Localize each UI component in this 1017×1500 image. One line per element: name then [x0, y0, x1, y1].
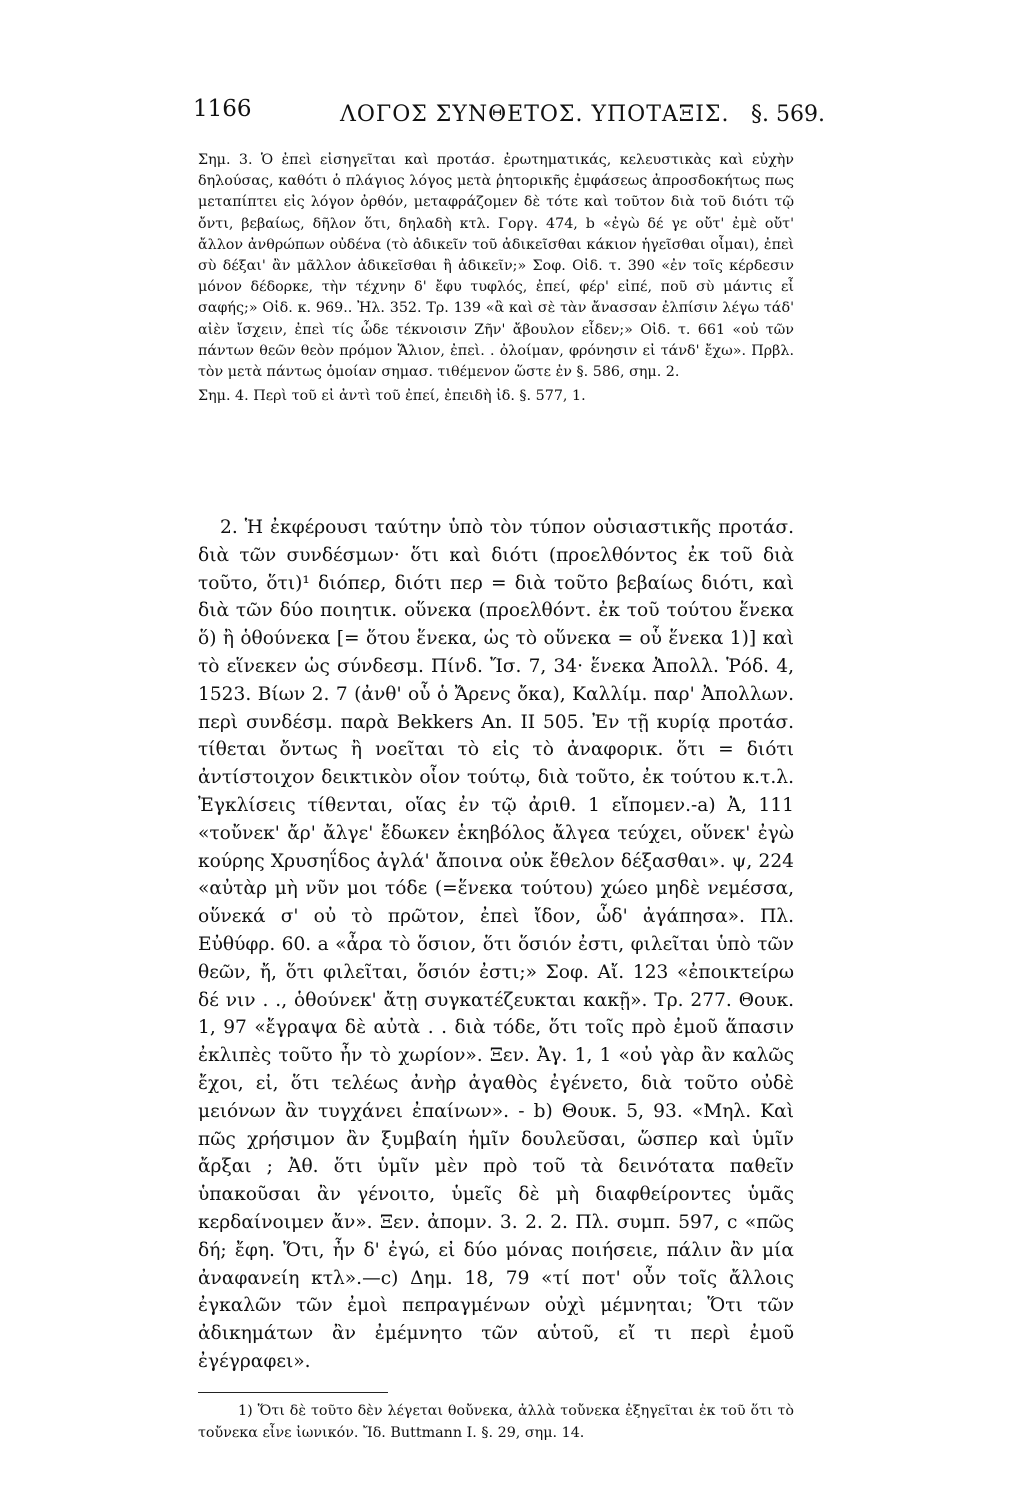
page-number: 1166: [193, 96, 252, 122]
main-text: [198, 514, 794, 1376]
note-4: Σημ. 4. Περὶ τοῦ εἰ ἀντὶ τοῦ ἐπεί, ἐπειδὴ ἰδ. §. 577, 1.: [198, 388, 586, 405]
footnote-divider: [198, 1392, 388, 1393]
running-title: ΛΟΓΟΣ ΣΥΝΘΕΤΟΣ. ΥΠΟΤΑΞΙΣ.: [340, 102, 730, 127]
footnote: 1) Ὅτι δὲ τοῦτο δὲν λέγεται θοὔνεκα, ἀλλὰ τοὔνεκα ἐξηγεῖται ἐκ τοῦ ὅτι τὸ τοὔνεκα εἶνε ἰωνικόν. Ἴδ. Buttmann I. §. 29, σημ. 14.: [198, 1403, 794, 1441]
note-3: Σημ. 3. Ὁ ἐπεὶ εἰσηγεῖται καὶ προτάσ. ἐρωτηματικάς, κελευστικὰς καὶ εὐχὴν δηλούσας, καθότι ὁ πλάγιος λόγος μετὰ ῥητορικῆς ἐμφάσεως ἀπροσδοκήτως πως μεταπίπτει εἰς λόγον ὀρθόν, μεταφράζομεν δὲ τότε καὶ τοῦτον διὰ τοῦ διότι τῷ ὄντι, βεβαίως, δῆλον ὅτι, δηλαδὴ κτλ. Γοργ. 474, b «ἐγὼ δέ γε οὔτ' ἐμὲ οὔτ' ἄλλον ἀνθρώπων οὐδένα (τὸ ἀδικεῖν τοῦ ἀδικεῖσθαι κάκιον ἡγεῖσθαι οἶμαι), ἐπεὶ σὺ δέξαι' ἂν μᾶλλον ἀδικεῖσθαι ἢ ἀδικεῖν;» Σοφ. Οἰδ. τ. 390 «ἐν τοῖς κέρδεσιν μόνον δέδορκε, τὴν τέχνην δ' ἔφυ τυφλός, ἐπεί, φέρ' εἰπέ, ποῦ σὺ μάντις εἶ σαφής;» Οἰδ. κ. 969.. Ἠλ. 352. Τρ. 139 «ἃ καὶ σὲ τὰν ἄνασσαν ἐλπίσιν λέγω τάδ' αἰὲν ἴσχειν, ἐπεὶ τίς ὧδε τέκνοισιν Ζῆν' ἄβουλον εἶδεν;» Οἰδ. τ. 661 «οὐ τῶν πάντων θεῶν θεὸν πρόμον Ἅλιον, ἐπεὶ. . ὀλοίμαν, φρόνησιν εἰ τάνδ' ἔχω». Πρβλ. τὸν μετὰ πάντως ὁμοίαν σημασ. τιθέμενον ὥστε ἐν §. 586, σημ. 2.: [198, 152, 794, 381]
main-paragraph: 2. Ἡ ἐκφέρουσι ταύτην ὑπὸ τὸν τύπον οὐσιαστικῆς προτάσ. διὰ τῶν συνδέσμων· ὅτι καὶ διότι (προελθόντος ἐκ τοῦ διὰ τοῦτο, ὅτι)¹ διόπερ, διότι περ = διὰ τοῦτο βεβαίως διότι, καὶ διὰ τῶν δύο ποιητικ. οὕνεκα (προελθόντ. ἐκ τοῦ τούτου ἕνεκα ὅ) ἢ ὁθούνεκα [= ὅτου ἕνεκα, ὡς τὸ οὕνεκα = οὗ ἕνεκα 1)] καὶ τὸ εἵνεκεν ὡς σύνδεσμ. Πίνδ. Ἴσ. 7, 34· ἕνεκα Ἀπολλ. Ῥόδ. 4, 1523. Βίων 2. 7 (ἀνθ' οὗ ὁ Ἄρενς ὄκα), Καλλίμ. παρ' Ἀπολλων. περὶ συνδέσμ. παρὰ Bekkers An. II 505. Ἐν τῇ κυρίᾳ προτάσ. τίθεται ὄντως ἢ νοεῖται τὸ εἰς τὸ ἀναφορικ. ὅτι = διότι ἀντίστοιχον δεικτικὸν οἷον τούτῳ, διὰ τοῦτο, ἐκ τούτου κ.τ.λ. Ἐγκλίσεις τίθενται, οἵας ἐν τῷ ἀριθ. 1 εἴπομεν.-a) Ἀ, 111 «τοὔνεκ' ἄρ' ἄλγε' ἔδωκεν ἑκηβόλος ἄλγεα τεύχει, οὕνεκ' ἐγὼ κούρης Χρυσηΐδος ἀγλά' ἄποινα οὐκ ἔθελον δέξασθαι». ψ, 224 «αὐτὰρ μὴ νῦν μοι τόδε (=ἕνεκα τούτου) χώεο μηδὲ νεμέσσα, οὕνεκά σ' οὐ τὸ πρῶτον, ἐπεὶ ἴδον, ὧδ' ἀγάπησα». Πλ. Εὐθύφρ. 60. a «ἆρα τὸ ὅσιον, ὅτι ὅσιόν ἐστι, φιλεῖται ὑπὸ τῶν θεῶν, ἤ, ὅτι φιλεῖται, ὅσιόν ἐστι;» Σοφ. Αἴ. 123 «ἐποικτείρω δέ νιν . ., ὁθούνεκ' ἄτῃ συγκατέζευκται κακῇ». Τρ. 277. Θουκ. 1, 97 «ἔγραψα δὲ αὐτὰ . . διὰ τόδε, ὅτι τοῖς πρὸ ἐμοῦ ἅπασιν ἐκλιπὲς τοῦτο ἦν τὸ χωρίον». Ξεν. Ἀγ. 1, 1 «οὐ γὰρ ἂν καλῶς ἔχοι, εἰ, ὅτι τελέως ἀνὴρ ἀγαθὸς ἐγένετο, διὰ τοῦτο οὐδὲ μειόνων ἂν τυγχάνει ἐπαίνων». - b) Θουκ. 5, 93. «Μηλ. Καὶ πῶς χρήσιμον ἂν ξυμβαίη ἡμῖν δουλεῦσαι, ὥσπερ καὶ ὑμῖν ἄρξαι ; Ἀθ. ὅτι ὑμῖν μὲν πρὸ τοῦ τὰ δεινότατα παθεῖν ὑπακοῦσαι ἂν γένοιτο, ὑμεῖς δὲ μὴ διαφθείροντες ὑμᾶς κερδαίνοιμεν ἄν». Ξεν. ἀπομν. 3. 2. 2. Πλ. συμπ. 597, c «πῶς δή; ἔφη. Ὅτι, ἦν δ' ἐγώ, εἰ δύο μόνας ποιήσειε, πάλιν ἂν μία ἀναφανείη κτλ».—c) Δημ. 18, 79 «τί ποτ' οὖν τοῖς ἄλλοις ἐγκαλῶν τῶν ἐμοὶ πεπραγμένων οὐχὶ μέμνηται; Ὅτι τῶν ἀδικημάτων ἂν ἐμέμνητο τῶν αὑτοῦ, εἴ τι περὶ ἐμοῦ ἐγέγραφει».: [198, 517, 794, 1372]
section-number: §. 569.: [751, 102, 825, 127]
notes-block: [198, 150, 794, 407]
page-header: [193, 96, 833, 136]
